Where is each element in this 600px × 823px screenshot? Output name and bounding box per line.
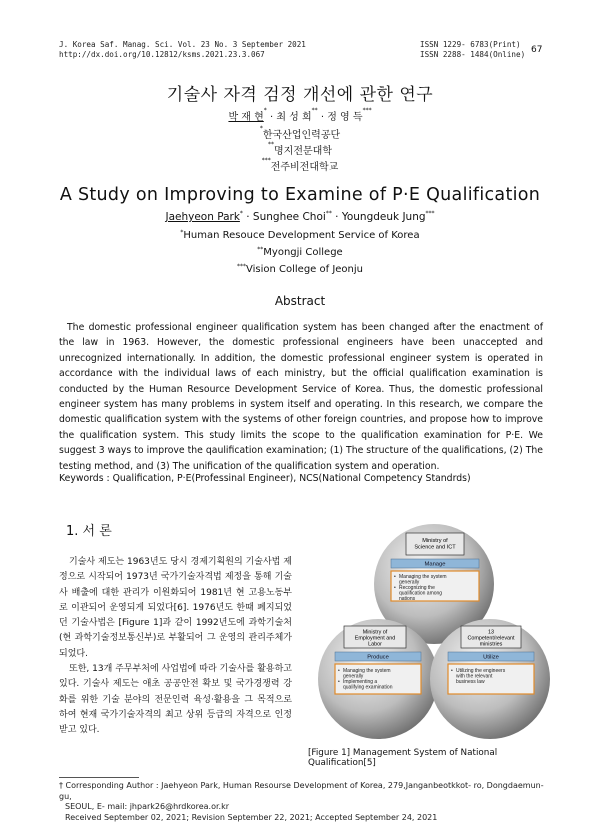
author-mark: ** bbox=[312, 107, 318, 114]
paragraph: 또한, 13개 주무부처에 사업법에 따라 기술사를 활용하고 있다. 기술사 제도는 애초 공공안전 확보 및 국가경쟁력 강화를 위한 기술 분야의 전문인력 육성·활용을 그 목적으로 하여 현재 국가기술자격의 최고 상위 등급의 자격으로 인정받고 있다. bbox=[59, 662, 292, 738]
english-author-3: · Youngdeuk Jung bbox=[335, 211, 425, 223]
aff-text: Human Resouce Development Service of Korea bbox=[183, 230, 419, 241]
management-system-diagram bbox=[318, 522, 550, 742]
top-band-label: Manage bbox=[425, 562, 446, 568]
english-affiliation-2 bbox=[0, 247, 600, 258]
aff-text: Vision College of Jeonju bbox=[246, 264, 363, 275]
korean-authors bbox=[0, 108, 600, 123]
section-heading: 1. 서 론 bbox=[66, 520, 112, 539]
top-title: Ministry of Science and ICT bbox=[414, 538, 456, 551]
korean-author-1: 박 재 현 bbox=[228, 112, 263, 123]
doi-link[interactable]: http://dx.doi.org/10.12812/ksms.2021.23.3.067 bbox=[59, 50, 306, 60]
author-mark: *** bbox=[363, 107, 372, 114]
aff-mark: * bbox=[180, 229, 183, 236]
aff-mark: *** bbox=[237, 263, 246, 270]
korean-author-3: · 정 영 득 bbox=[321, 112, 363, 123]
author-mark: * bbox=[240, 210, 243, 217]
figure-1 bbox=[318, 522, 550, 742]
abstract-body bbox=[59, 320, 543, 474]
left-title: Ministry of Employment and Labor bbox=[355, 630, 395, 648]
issn-print: ISSN 1229- 6783(Print) bbox=[420, 40, 525, 50]
section-body bbox=[59, 555, 292, 739]
english-affiliation-3 bbox=[0, 264, 600, 275]
aff-text: Myongji College bbox=[263, 247, 342, 258]
issn-block bbox=[420, 40, 525, 60]
journal-citation: J. Korea Saf. Manag. Sci. Vol. 23 No. 3 September 2021 bbox=[59, 40, 306, 50]
aff-text: 명지전문대학 bbox=[274, 146, 332, 157]
english-title: A Study on Improving to Examine of P·E Qualification bbox=[0, 185, 600, 205]
issn-online: ISSN 2288- 1484(Online) bbox=[420, 50, 525, 60]
right-band-label: Utilize bbox=[483, 655, 499, 661]
english-authors bbox=[0, 211, 600, 223]
korean-affiliation-1 bbox=[0, 126, 600, 141]
aff-mark: *** bbox=[262, 157, 271, 164]
author-mark: ** bbox=[326, 210, 332, 217]
abstract-heading: Abstract bbox=[0, 294, 600, 308]
aff-text: 한국산업인력공단 bbox=[263, 130, 340, 141]
abstract-text: The domestic professional engineer qualification system has been changed after the enactment of the law in 1963. However, the domestic professional engineers have been unaccepted and unrecognized internationally. In addition, the domestic professional engineer system is operated in accordance with the individual laws of each ministry, but the official qualification examination is conducted by the Human Resource Development Service of Korea. Thus, the domestic professional engineer system has many problems in system itself and operating. In this research, we compare the domestic qualification system with the systems of other foreign countries, and propose how to improve the qualification system. This study limits the scope to the qualification examination for P·E. We suggest 3 ways to improve the qaulification examination; (1) The structure of the qualifications, (2) The testing method, and (3) The unification of the qualification system and operation. bbox=[59, 320, 543, 474]
english-author-1: Jaehyeon Park bbox=[165, 211, 239, 223]
paragraph: 기술사 제도는 1963년도 당시 경제기획원의 기술사법 제정으로 시작되어 1973년 국가기술자격법 제정을 통해 기술사 배출에 대한 관리가 이원화되어 1981년 현 고용노동부로 이관되어 운영되게 되었다[6]. 1976년도 한때 폐지되었던 기술사법은 [Figure 1]과 같이 1992년도에 과학기술처(현 과학기술정보통신부)로 부활되어 그 운영의 관리주체가 되었다. bbox=[59, 555, 292, 662]
footnote-line: † Corresponding Author : Jaehyeon Park, Human Resourse Development of Korea, 279,Janganbeotkkot- ro, Dongdaemun- gu, bbox=[59, 781, 549, 802]
left-band-label: Produce bbox=[367, 655, 389, 661]
korean-title: 기술사 자격 검정 개선에 관한 연구 bbox=[0, 80, 600, 105]
right-bullets: • Utilizing the engineers with the relevant business law bbox=[451, 668, 507, 685]
footnote-line: SEOUL, E- mail: jhpark26@hrdkorea.or.kr bbox=[59, 802, 549, 813]
journal-header bbox=[59, 40, 306, 60]
footnote-rule bbox=[59, 777, 139, 778]
figure-caption: [Figure 1] Management System of National Qualification[5] bbox=[308, 748, 548, 768]
aff-mark: * bbox=[260, 125, 263, 132]
top-bullets: • Managing the system generally • Recognizing the qualification among nations bbox=[394, 574, 448, 602]
korean-affiliation-2 bbox=[0, 142, 600, 157]
aff-mark: ** bbox=[257, 246, 263, 253]
author-mark: *** bbox=[426, 210, 435, 217]
english-author-2: · Sunghee Choi bbox=[246, 211, 326, 223]
aff-text: 전주비전대학교 bbox=[271, 162, 339, 173]
page-number: 67 bbox=[531, 45, 542, 55]
english-affiliation-1 bbox=[0, 230, 600, 241]
korean-author-2: · 최 성 희 bbox=[270, 112, 312, 123]
footnote-line: Received September 02, 2021; Revision September 22, 2021; Accepted September 24, 2021 bbox=[59, 813, 549, 823]
aff-mark: ** bbox=[268, 141, 274, 148]
footnote bbox=[59, 781, 549, 823]
korean-affiliation-3 bbox=[0, 158, 600, 173]
keywords: Keywords : Qualification, P·E(Professinal Engineer), NCS(National Competency Standrds) bbox=[59, 472, 543, 485]
author-mark: * bbox=[264, 107, 267, 114]
left-bullets: • Managing the system generally • Implementing a qualifying examination bbox=[338, 668, 393, 691]
right-title: 13 Competent/relevant ministries bbox=[467, 630, 515, 648]
